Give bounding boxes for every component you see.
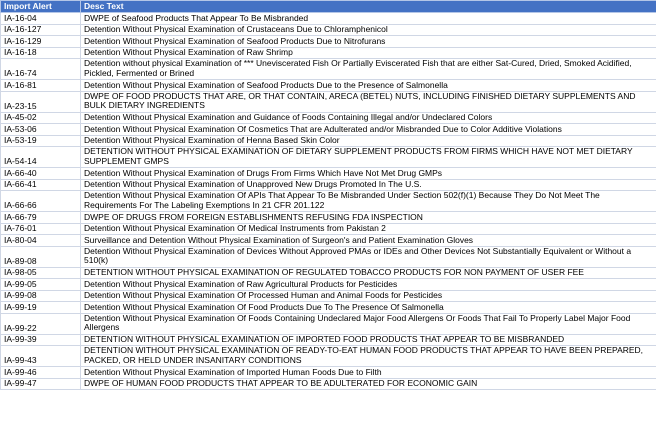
desc-text-cell[interactable]: Detention Without Physical Examination Of Foods Containing Undeclared Major Food Allergens Or Foods That Fail To Properly Label Major Food Allergens — [81, 313, 656, 334]
desc-text-cell[interactable]: DWPE OF FOOD PRODUCTS THAT ARE, OR THAT CONTAIN, ARECA (BETEL) NUTS, INCLUDING FINISHED DIETARY SUPPLEMENTS AND BULK DIETARY INGREDIENTS — [81, 91, 656, 112]
desc-text-cell[interactable]: Detention Without Physical Examination and Guidance of Foods Containing Illegal and/or Undeclared Colors — [81, 112, 656, 124]
import-alert-cell[interactable]: IA-16-04 — [1, 13, 81, 25]
table-row[interactable] — [1, 112, 656, 124]
import-alert-cell[interactable]: IA-53-06 — [1, 124, 81, 136]
desc-text-cell[interactable]: Detention Without Physical Examination of Raw Shrimp — [81, 47, 656, 59]
desc-text-cell[interactable]: Detention Without Physical Examination of Seafood Products Due to Nitrofurans — [81, 36, 656, 48]
table-row[interactable] — [1, 36, 656, 48]
desc-text-cell[interactable]: Detention Without Physical Examination Of Processed Human and Animal Foods for Pesticides — [81, 290, 656, 302]
import-alert-cell[interactable]: IA-16-18 — [1, 47, 81, 59]
desc-text-cell[interactable]: Detention Without Physical Examination Of Cosmetics That are Adulterated and/or Misbranded Due to Color Additive Violations — [81, 124, 656, 136]
table-row[interactable] — [1, 47, 656, 59]
table-row[interactable] — [1, 24, 656, 36]
import-alert-cell[interactable]: IA-99-39 — [1, 334, 81, 346]
header-row — [1, 1, 656, 13]
desc-text-cell[interactable]: DETENTION WITHOUT PHYSICAL EXAMINATION OF IMPORTED FOOD PRODUCTS THAT APPEAR TO BE MISBRANDED — [81, 334, 656, 346]
table-row[interactable] — [1, 313, 656, 334]
desc-text-cell[interactable]: DETENTION WITHOUT PHYSICAL EXAMINATION OF DIETARY SUPPLEMENT PRODUCTS FROM FIRMS WHICH HAVE NOT MET DIETARY SUPPLEMENT GMPS — [81, 147, 656, 168]
desc-text-cell[interactable]: Detention Without Physical Examination Of Food Products Due To The Presence Of Salmonella — [81, 302, 656, 314]
table-row[interactable] — [1, 290, 656, 302]
table-row[interactable] — [1, 147, 656, 168]
table-row[interactable] — [1, 59, 656, 80]
desc-text-cell[interactable]: Detention Without Physical Examination of Henna Based Skin Color — [81, 135, 656, 147]
import-alert-cell[interactable]: IA-45-02 — [1, 112, 81, 124]
import-alert-cell[interactable]: IA-16-127 — [1, 24, 81, 36]
import-alert-cell[interactable]: IA-66-40 — [1, 168, 81, 180]
table-row[interactable] — [1, 346, 656, 367]
import-alert-cell[interactable]: IA-89-08 — [1, 246, 81, 267]
table-row[interactable] — [1, 13, 656, 25]
import-alert-cell[interactable]: IA-76-01 — [1, 223, 81, 235]
desc-text-cell[interactable]: DWPE OF DRUGS FROM FOREIGN ESTABLISHMENTS REFUSING FDA INSPECTION — [81, 212, 656, 224]
desc-text-cell[interactable]: DWPE OF HUMAN FOOD PRODUCTS THAT APPEAR TO BE ADULTERATED FOR ECONOMIC GAIN — [81, 378, 656, 390]
desc-text-cell[interactable]: Detention Without Physical Examination of Unapproved New Drugs Promoted In The U.S. — [81, 179, 656, 191]
import-alert-cell[interactable]: IA-16-74 — [1, 59, 81, 80]
table-row[interactable] — [1, 91, 656, 112]
table-row[interactable] — [1, 279, 656, 291]
import-alert-cell[interactable]: IA-80-04 — [1, 235, 81, 247]
header-desc-text[interactable]: Desc Text — [81, 1, 656, 13]
table-row[interactable] — [1, 378, 656, 390]
import-alert-cell[interactable]: IA-99-19 — [1, 302, 81, 314]
desc-text-cell[interactable]: DETENTION WITHOUT PHYSICAL EXAMINATION OF REGULATED TOBACCO PRODUCTS FOR NON PAYMENT OF USER FEE — [81, 267, 656, 279]
table-body — [1, 13, 656, 390]
table-row[interactable] — [1, 124, 656, 136]
table-row[interactable] — [1, 179, 656, 191]
desc-text-cell[interactable]: Detention without physical Examination of *** Uneviscerated Fish Or Partially Eviscerated Fish that are either Sat-Cured, Dried, Smoked Acidified, Pickled, Fermented or Brined — [81, 59, 656, 80]
import-alert-cell[interactable]: IA-99-43 — [1, 346, 81, 367]
table-row[interactable] — [1, 246, 656, 267]
desc-text-cell[interactable]: Detention Without Physical Examination of Drugs From Firms Which Have Not Met Drug GMPs — [81, 168, 656, 180]
table-row[interactable] — [1, 135, 656, 147]
table-row[interactable] — [1, 212, 656, 224]
header-import-alert[interactable]: Import Alert — [1, 1, 81, 13]
import-alert-cell[interactable]: IA-99-46 — [1, 367, 81, 379]
import-alert-cell[interactable]: IA-16-129 — [1, 36, 81, 48]
desc-text-cell[interactable]: Detention Without Physical Examination Of Medical Instruments from Pakistan 2 — [81, 223, 656, 235]
desc-text-cell[interactable]: Detention Without Physical Examination of Raw Agricultural Products for Pesticides — [81, 279, 656, 291]
import-alert-cell[interactable]: IA-99-47 — [1, 378, 81, 390]
import-alert-cell[interactable]: IA-66-41 — [1, 179, 81, 191]
desc-text-cell[interactable]: Detention Without Physical Examination of Imported Human Foods Due to Filth — [81, 367, 656, 379]
import-alert-cell[interactable]: IA-66-66 — [1, 191, 81, 212]
import-alert-cell[interactable]: IA-66-79 — [1, 212, 81, 224]
import-alert-cell[interactable]: IA-53-19 — [1, 135, 81, 147]
desc-text-cell[interactable]: DWPE of Seafood Products That Appear To Be Misbranded — [81, 13, 656, 25]
import-alert-cell[interactable]: IA-99-22 — [1, 313, 81, 334]
table-row[interactable] — [1, 191, 656, 212]
desc-text-cell[interactable]: Detention Without Physical Examination Of APIs That Appear To Be Misbranded Under Section 502(f)(1) Because They Do Not Meet The Requirements For The Labeling Exemptions In 21 CFR 201.122 — [81, 191, 656, 212]
import-alert-cell[interactable]: IA-23-15 — [1, 91, 81, 112]
import-alert-cell[interactable]: IA-99-05 — [1, 279, 81, 291]
table-row[interactable] — [1, 367, 656, 379]
desc-text-cell[interactable]: Detention Without Physical Examination of Devices Without Approved PMAs or IDEs and Other Devices Not Substantially Equivalent or Without a 510(k) — [81, 246, 656, 267]
table-row[interactable] — [1, 334, 656, 346]
import-alert-cell[interactable]: IA-16-81 — [1, 80, 81, 92]
import-alert-cell[interactable]: IA-54-14 — [1, 147, 81, 168]
table-row[interactable] — [1, 267, 656, 279]
table-row[interactable] — [1, 223, 656, 235]
table-row[interactable] — [1, 235, 656, 247]
desc-text-cell[interactable]: Detention Without Physical Examination of Crustaceans Due to Chloramphenicol — [81, 24, 656, 36]
desc-text-cell[interactable]: Surveillance and Detention Without Physical Examination of Surgeon's and Patient Examination Gloves — [81, 235, 656, 247]
table-row[interactable] — [1, 168, 656, 180]
import-alert-cell[interactable]: IA-98-05 — [1, 267, 81, 279]
table-row[interactable] — [1, 302, 656, 314]
desc-text-cell[interactable]: Detention Without Physical Examination of Seafood Products Due to the Presence of Salmonella — [81, 80, 656, 92]
desc-text-cell[interactable]: DETENTION WITHOUT PHYSICAL EXAMINATION OF READY-TO-EAT HUMAN FOOD PRODUCTS THAT APPEAR TO HAVE BEEN PREPARED, PACKED, OR HELD UNDER INSANITARY CONDITIONS — [81, 346, 656, 367]
table-row[interactable] — [1, 80, 656, 92]
import-alert-cell[interactable]: IA-99-08 — [1, 290, 81, 302]
